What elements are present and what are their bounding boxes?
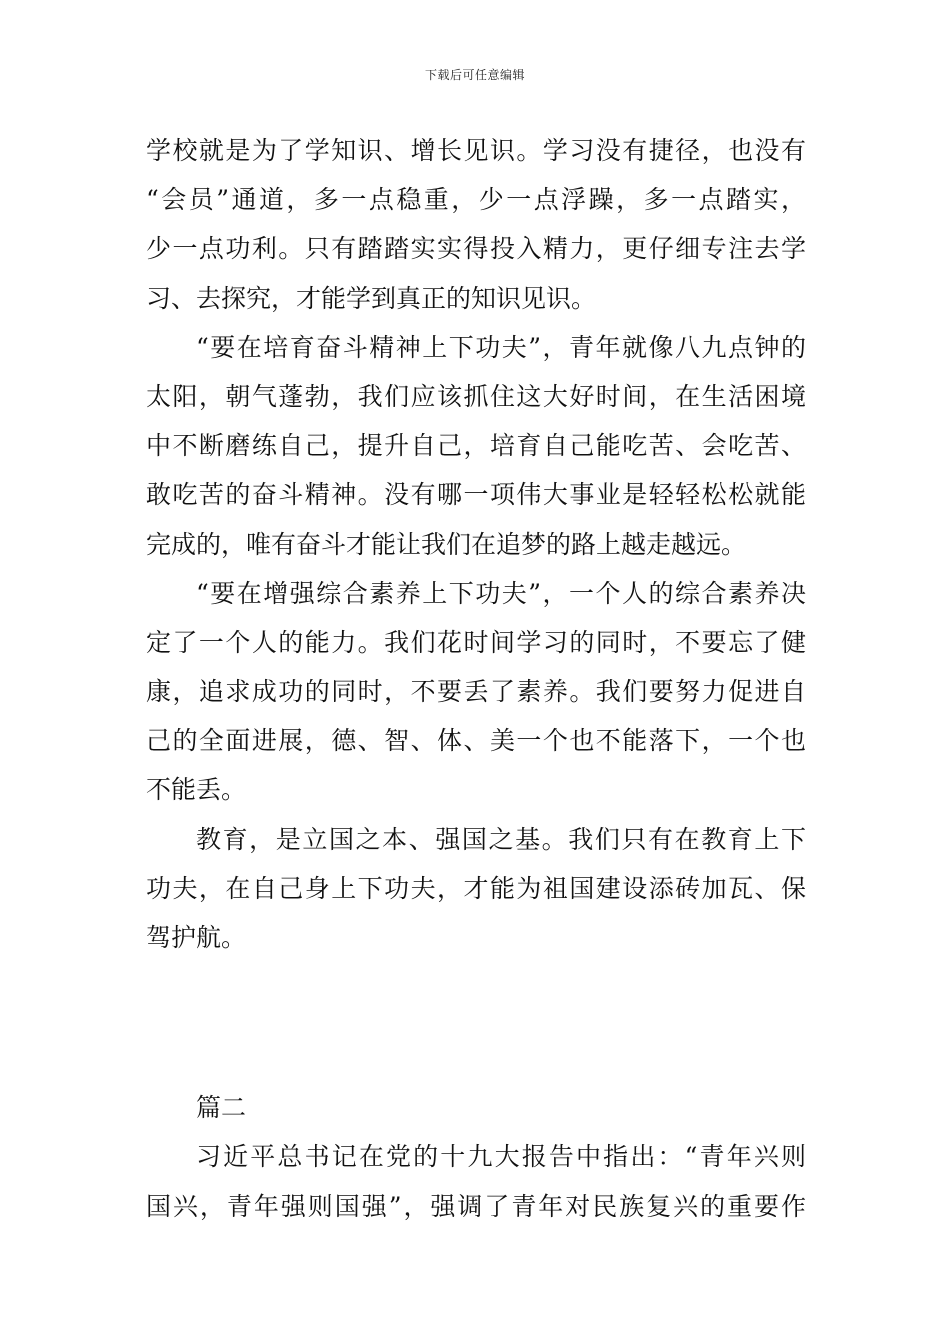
section-spacer	[146, 962, 806, 1083]
section-title: 篇二	[196, 1093, 247, 1123]
paragraph-3	[146, 569, 806, 815]
text-line: 教育，是立国之本、强国之基。我们只有在教育上下	[196, 824, 806, 854]
text-line: “要在增强综合素养上下功夫”，一个人的综合素养决	[196, 578, 806, 608]
text-line: “会员”通道，多一点稳重，少一点浮躁，多一点踏实，	[146, 185, 806, 215]
text-line: “要在培育奋斗精神上下功夫”，青年就像八九点钟的	[196, 332, 806, 362]
text-line: 国兴，青年强则国强”，强调了青年对民族复兴的重要作	[146, 1191, 806, 1221]
text-line: 驾护航。	[146, 923, 247, 952]
text-line: 习、去探究，才能学到真正的知识见识。	[146, 283, 597, 313]
text-line: 完成的，唯有奋斗才能让我们在追梦的路上越走越远。	[146, 529, 747, 559]
text-line: 敢吃苦的奋斗精神。没有哪一项伟大事业是轻轻松松就能	[146, 480, 806, 510]
text-line: 中不断磨练自己，提升自己，培育自己能吃苦、会吃苦、	[146, 431, 806, 461]
page-header: 下载后可任意编辑	[424, 68, 525, 82]
text-line: 少一点功利。只有踏踏实实得投入精力，更仔细专注去学	[146, 234, 806, 264]
paragraph-4	[146, 815, 806, 963]
text-line: 太阳，朝气蓬勃，我们应该抓住这大好时间，在生活困境	[146, 381, 806, 411]
paragraph-1	[146, 126, 806, 323]
paragraph-2	[146, 323, 806, 569]
text-line: 学校就是为了学知识、增长见识。学习没有捷径，也没有	[146, 136, 806, 165]
text-line: 定了一个人的能力。我们花时间学习的同时，不要忘了健	[146, 627, 806, 657]
body-text	[146, 126, 806, 1231]
text-line: 习近平总书记在党的十九大报告中指出：“青年兴则	[196, 1142, 806, 1172]
paragraph-5	[146, 1132, 806, 1230]
text-line: 不能丢。	[146, 775, 247, 805]
text-line: 康，追求成功的同时，不要丢了素养。我们要努力促进自	[146, 677, 806, 707]
text-line: 己的全面进展，德、智、体、美一个也不能落下，一个也	[146, 726, 806, 756]
text-line: 功夫，在自己身上下功夫，才能为祖国建设添砖加瓦、保	[146, 873, 806, 903]
